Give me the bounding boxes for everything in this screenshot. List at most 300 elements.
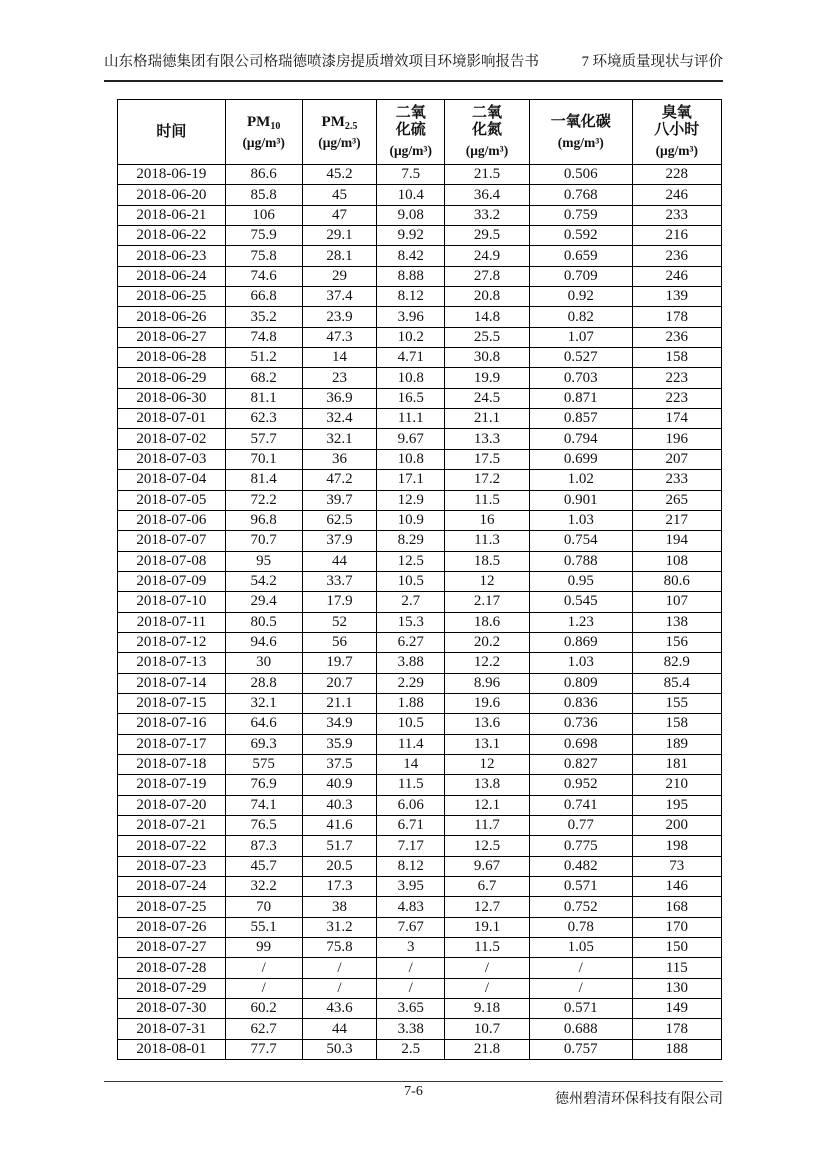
cell-co: 0.869 (529, 632, 632, 652)
cell-date: 2018-06-25 (118, 287, 226, 307)
cell-date: 2018-06-21 (118, 205, 226, 225)
cell-pm25: 36.9 (302, 388, 377, 408)
cell-co: 0.545 (529, 592, 632, 612)
cell-no2: 13.3 (445, 429, 530, 449)
air-quality-table (117, 99, 722, 1060)
cell-pm10: / (225, 958, 302, 978)
cell-so2: 3.96 (377, 307, 445, 327)
table-row (118, 205, 722, 225)
col-header-pm25 (302, 100, 377, 165)
cell-pm25: 23.9 (302, 307, 377, 327)
cell-o3: 198 (632, 836, 721, 856)
cell-o3: 158 (632, 348, 721, 368)
cell-pm10: 72.2 (225, 490, 302, 510)
cell-no2: 13.6 (445, 714, 530, 734)
cell-co: 0.82 (529, 307, 632, 327)
cell-no2: 30.8 (445, 348, 530, 368)
cell-no2: 27.8 (445, 266, 530, 286)
cell-date: 2018-07-16 (118, 714, 226, 734)
cell-pm25: 29 (302, 266, 377, 286)
cell-so2: / (377, 978, 445, 998)
table-row (118, 246, 722, 266)
table-header-row (118, 100, 722, 165)
cell-o3: 150 (632, 938, 721, 958)
cell-date: 2018-07-12 (118, 632, 226, 652)
cell-no2: 17.5 (445, 449, 530, 469)
cell-no2: 9.18 (445, 999, 530, 1019)
cell-date: 2018-07-17 (118, 734, 226, 754)
cell-pm10: 35.2 (225, 307, 302, 327)
cell-so2: 9.08 (377, 205, 445, 225)
cell-pm10: 86.6 (225, 165, 302, 185)
cell-co: / (529, 958, 632, 978)
cell-no2: 12 (445, 571, 530, 591)
cell-o3: 200 (632, 816, 721, 836)
cell-no2: 24.9 (445, 246, 530, 266)
col-title-so2: 二氧 化硫 (395, 105, 426, 139)
cell-pm25: 40.3 (302, 795, 377, 815)
cell-date: 2018-07-11 (118, 612, 226, 632)
cell-no2: 11.5 (445, 490, 530, 510)
cell-o3: 246 (632, 266, 721, 286)
table-row (118, 307, 722, 327)
table-row (118, 653, 722, 673)
cell-pm10: 45.7 (225, 856, 302, 876)
cell-so2: 8.12 (377, 287, 445, 307)
cell-pm25: 19.7 (302, 653, 377, 673)
cell-pm25: 62.5 (302, 510, 377, 530)
cell-pm10: 51.2 (225, 348, 302, 368)
table-row (118, 165, 722, 185)
cell-no2: 21.5 (445, 165, 530, 185)
table-row (118, 368, 722, 388)
cell-date: 2018-07-20 (118, 795, 226, 815)
cell-so2: 3.38 (377, 1019, 445, 1039)
cell-so2: 4.71 (377, 348, 445, 368)
cell-pm25: 29.1 (302, 226, 377, 246)
cell-no2: 11.7 (445, 816, 530, 836)
cell-co: 1.03 (529, 510, 632, 530)
cell-date: 2018-06-29 (118, 368, 226, 388)
cell-pm25: 23 (302, 368, 377, 388)
cell-so2: 2.29 (377, 673, 445, 693)
cell-pm25: 37.5 (302, 754, 377, 774)
table-body (118, 165, 722, 1060)
cell-co: 0.77 (529, 816, 632, 836)
cell-o3: 138 (632, 612, 721, 632)
cell-pm10: 74.8 (225, 327, 302, 347)
cell-date: 2018-07-22 (118, 836, 226, 856)
cell-no2: 2.17 (445, 592, 530, 612)
cell-so2: 8.42 (377, 246, 445, 266)
cell-pm25: 51.7 (302, 836, 377, 856)
cell-so2: 10.5 (377, 714, 445, 734)
cell-co: 0.809 (529, 673, 632, 693)
cell-no2: / (445, 978, 530, 998)
cell-co: 0.788 (529, 551, 632, 571)
cell-pm10: 32.1 (225, 693, 302, 713)
cell-co: 0.571 (529, 999, 632, 1019)
cell-no2: 19.9 (445, 368, 530, 388)
cell-date: 2018-07-30 (118, 999, 226, 1019)
table-row (118, 531, 722, 551)
cell-pm10: 106 (225, 205, 302, 225)
table-row (118, 612, 722, 632)
col-header-time (118, 100, 226, 165)
cell-o3: 149 (632, 999, 721, 1019)
cell-date: 2018-07-27 (118, 938, 226, 958)
cell-date: 2018-07-06 (118, 510, 226, 530)
cell-date: 2018-07-25 (118, 897, 226, 917)
table-row (118, 327, 722, 347)
cell-pm10: 85.8 (225, 185, 302, 205)
cell-pm25: 41.6 (302, 816, 377, 836)
cell-no2: 17.2 (445, 470, 530, 490)
cell-date: 2018-07-23 (118, 856, 226, 876)
cell-date: 2018-07-07 (118, 531, 226, 551)
cell-pm25: / (302, 978, 377, 998)
cell-no2: 6.7 (445, 877, 530, 897)
cell-no2: 14.8 (445, 307, 530, 327)
col-header-co (529, 100, 632, 165)
col-title-o3: 臭氧 八小时 (654, 105, 700, 139)
cell-pm10: 95 (225, 551, 302, 571)
cell-pm10: 29.4 (225, 592, 302, 612)
cell-co: 0.482 (529, 856, 632, 876)
cell-pm10: 62.7 (225, 1019, 302, 1039)
table-row (118, 856, 722, 876)
table-row (118, 632, 722, 652)
cell-so2: 10.8 (377, 368, 445, 388)
cell-so2: 4.83 (377, 897, 445, 917)
table-row (118, 836, 722, 856)
cell-pm25: 32.1 (302, 429, 377, 449)
cell-co: 0.741 (529, 795, 632, 815)
cell-pm25: 52 (302, 612, 377, 632)
cell-o3: 181 (632, 754, 721, 774)
cell-pm10: 74.6 (225, 266, 302, 286)
cell-date: 2018-07-13 (118, 653, 226, 673)
cell-pm25: 33.7 (302, 571, 377, 591)
cell-no2: 13.1 (445, 734, 530, 754)
cell-co: 0.703 (529, 368, 632, 388)
table-row (118, 510, 722, 530)
cell-pm10: 68.2 (225, 368, 302, 388)
cell-pm25: 47.3 (302, 327, 377, 347)
cell-so2: 3 (377, 938, 445, 958)
cell-co: 0.827 (529, 754, 632, 774)
cell-o3: 73 (632, 856, 721, 876)
cell-co: 0.698 (529, 734, 632, 754)
cell-co: 0.699 (529, 449, 632, 469)
cell-pm10: 74.1 (225, 795, 302, 815)
table-row (118, 551, 722, 571)
cell-pm25: 17.3 (302, 877, 377, 897)
cell-so2: 2.5 (377, 1039, 445, 1059)
cell-so2: 3.65 (377, 999, 445, 1019)
cell-date: 2018-07-04 (118, 470, 226, 490)
cell-co: 1.03 (529, 653, 632, 673)
cell-pm25: 39.7 (302, 490, 377, 510)
cell-date: 2018-07-03 (118, 449, 226, 469)
cell-pm10: 57.7 (225, 429, 302, 449)
cell-date: 2018-07-19 (118, 775, 226, 795)
cell-pm10: 75.9 (225, 226, 302, 246)
cell-o3: 158 (632, 714, 721, 734)
cell-pm25: 14 (302, 348, 377, 368)
cell-o3: 195 (632, 795, 721, 815)
cell-o3: 174 (632, 409, 721, 429)
cell-so2: 15.3 (377, 612, 445, 632)
cell-date: 2018-07-29 (118, 978, 226, 998)
cell-date: 2018-06-22 (118, 226, 226, 246)
cell-pm10: 94.6 (225, 632, 302, 652)
cell-pm10: 70.7 (225, 531, 302, 551)
cell-pm25: 32.4 (302, 409, 377, 429)
cell-o3: 115 (632, 958, 721, 978)
cell-pm10: 575 (225, 754, 302, 774)
table-row (118, 348, 722, 368)
cell-no2: 12.2 (445, 653, 530, 673)
cell-co: 0.659 (529, 246, 632, 266)
cell-pm10: 81.1 (225, 388, 302, 408)
cell-pm25: 28.1 (302, 246, 377, 266)
cell-co: 1.05 (529, 938, 632, 958)
cell-o3: 156 (632, 632, 721, 652)
cell-no2: 29.5 (445, 226, 530, 246)
cell-o3: 146 (632, 877, 721, 897)
cell-co: 0.92 (529, 287, 632, 307)
cell-o3: 139 (632, 287, 721, 307)
cell-o3: 188 (632, 1039, 721, 1059)
cell-co: 0.794 (529, 429, 632, 449)
cell-date: 2018-07-10 (118, 592, 226, 612)
cell-o3: 196 (632, 429, 721, 449)
cell-pm25: 38 (302, 897, 377, 917)
cell-o3: 236 (632, 327, 721, 347)
col-unit-co: (mg/m³) (557, 134, 604, 150)
cell-date: 2018-07-26 (118, 917, 226, 937)
cell-pm10: 69.3 (225, 734, 302, 754)
cell-no2: 18.6 (445, 612, 530, 632)
cell-pm10: 76.5 (225, 816, 302, 836)
table-row (118, 877, 722, 897)
cell-no2: 12.1 (445, 795, 530, 815)
cell-co: 0.688 (529, 1019, 632, 1039)
cell-date: 2018-07-28 (118, 958, 226, 978)
cell-date: 2018-06-24 (118, 266, 226, 286)
table-row (118, 978, 722, 998)
cell-pm10: 55.1 (225, 917, 302, 937)
cell-no2: 11.3 (445, 531, 530, 551)
cell-co: 0.527 (529, 348, 632, 368)
footer-company: 德州碧清环保科技有限公司 (555, 1092, 723, 1107)
cell-o3: 130 (632, 978, 721, 998)
cell-co: 0.757 (529, 1039, 632, 1059)
cell-no2: 20.2 (445, 632, 530, 652)
table-row (118, 571, 722, 591)
cell-o3: 233 (632, 470, 721, 490)
cell-so2: 7.17 (377, 836, 445, 856)
page-header (104, 50, 723, 82)
cell-co: 0.752 (529, 897, 632, 917)
table-row (118, 958, 722, 978)
cell-date: 2018-07-02 (118, 429, 226, 449)
cell-o3: 216 (632, 226, 721, 246)
cell-pm10: 96.8 (225, 510, 302, 530)
cell-so2: 9.92 (377, 226, 445, 246)
table-row (118, 917, 722, 937)
cell-so2: 10.8 (377, 449, 445, 469)
cell-pm25: / (302, 958, 377, 978)
cell-o3: 108 (632, 551, 721, 571)
table-row (118, 1019, 722, 1039)
cell-o3: 189 (632, 734, 721, 754)
cell-o3: 168 (632, 897, 721, 917)
cell-o3: 223 (632, 368, 721, 388)
cell-date: 2018-07-18 (118, 754, 226, 774)
cell-o3: 207 (632, 449, 721, 469)
cell-pm10: 32.2 (225, 877, 302, 897)
cell-date: 2018-07-01 (118, 409, 226, 429)
col-unit-o3: (μg/m³) (655, 143, 699, 159)
cell-o3: 236 (632, 246, 721, 266)
col-header-o3 (632, 100, 721, 165)
cell-o3: 82.9 (632, 653, 721, 673)
cell-pm25: 45.2 (302, 165, 377, 185)
cell-o3: 223 (632, 388, 721, 408)
cell-so2: 16.5 (377, 388, 445, 408)
col-header-no2 (445, 100, 530, 165)
cell-o3: 265 (632, 490, 721, 510)
cell-date: 2018-06-26 (118, 307, 226, 327)
table-row (118, 897, 722, 917)
cell-date: 2018-06-28 (118, 348, 226, 368)
table-row (118, 693, 722, 713)
cell-so2: 11.5 (377, 775, 445, 795)
cell-so2: 11.1 (377, 409, 445, 429)
cell-pm25: 45 (302, 185, 377, 205)
col-header-so2 (377, 100, 445, 165)
cell-date: 2018-07-21 (118, 816, 226, 836)
cell-pm25: 17.9 (302, 592, 377, 612)
cell-date: 2018-06-23 (118, 246, 226, 266)
cell-o3: 85.4 (632, 673, 721, 693)
cell-co: 0.775 (529, 836, 632, 856)
cell-pm10: 76.9 (225, 775, 302, 795)
cell-pm10: 80.5 (225, 612, 302, 632)
table-row (118, 490, 722, 510)
cell-pm25: 31.2 (302, 917, 377, 937)
cell-co: 1.02 (529, 470, 632, 490)
table-row (118, 775, 722, 795)
cell-no2: 13.8 (445, 775, 530, 795)
cell-o3: 194 (632, 531, 721, 551)
col-title-no2: 二氧 化氮 (471, 105, 502, 139)
cell-so2: 17.1 (377, 470, 445, 490)
cell-no2: 16 (445, 510, 530, 530)
table-row (118, 266, 722, 286)
cell-pm10: 75.8 (225, 246, 302, 266)
cell-pm25: 50.3 (302, 1039, 377, 1059)
cell-no2: 20.8 (445, 287, 530, 307)
table-row (118, 409, 722, 429)
cell-o3: 107 (632, 592, 721, 612)
cell-co: 0.592 (529, 226, 632, 246)
cell-pm10: 64.6 (225, 714, 302, 734)
cell-date: 2018-07-08 (118, 551, 226, 571)
table-row (118, 429, 722, 449)
cell-pm25: 35.9 (302, 734, 377, 754)
col-unit-no2: (μg/m³) (465, 143, 509, 159)
cell-no2: 11.5 (445, 938, 530, 958)
cell-o3: 246 (632, 185, 721, 205)
cell-pm25: 47.2 (302, 470, 377, 490)
cell-no2: 19.1 (445, 917, 530, 937)
cell-no2: 19.6 (445, 693, 530, 713)
cell-pm25: 75.8 (302, 938, 377, 958)
cell-pm25: 43.6 (302, 999, 377, 1019)
table-row (118, 388, 722, 408)
table-row (118, 938, 722, 958)
cell-co: 0.759 (529, 205, 632, 225)
cell-pm10: 28.8 (225, 673, 302, 693)
header-report-title: 山东格瑞德集团有限公司格瑞德喷漆房提质增效项目环境影响报告书 (104, 54, 539, 70)
cell-no2: 36.4 (445, 185, 530, 205)
cell-pm10: 81.4 (225, 470, 302, 490)
cell-so2: 11.4 (377, 734, 445, 754)
col-title-time: 时间 (156, 123, 187, 140)
cell-o3: 178 (632, 307, 721, 327)
cell-co: 1.07 (529, 327, 632, 347)
cell-date: 2018-08-01 (118, 1039, 226, 1059)
table-row (118, 714, 722, 734)
page-footer (104, 1081, 723, 1107)
cell-pm10: 70 (225, 897, 302, 917)
table-row (118, 795, 722, 815)
table-row (118, 287, 722, 307)
table-row (118, 470, 722, 490)
cell-co: 0.857 (529, 409, 632, 429)
cell-pm25: 20.5 (302, 856, 377, 876)
cell-co: 0.754 (529, 531, 632, 551)
cell-o3: 80.6 (632, 571, 721, 591)
cell-co: 0.506 (529, 165, 632, 185)
cell-pm10: 77.7 (225, 1039, 302, 1059)
cell-no2: 24.5 (445, 388, 530, 408)
col-header-pm10 (225, 100, 302, 165)
cell-so2: 10.9 (377, 510, 445, 530)
cell-co: / (529, 978, 632, 998)
cell-date: 2018-07-05 (118, 490, 226, 510)
col-title-co: 一氧化碳 (550, 113, 611, 130)
cell-pm10: / (225, 978, 302, 998)
cell-pm25: 37.4 (302, 287, 377, 307)
table-row (118, 754, 722, 774)
cell-pm10: 54.2 (225, 571, 302, 591)
col-title-pm10: $PM_{10}$ (247, 113, 281, 132)
cell-so2: 7.67 (377, 917, 445, 937)
cell-no2: 21.1 (445, 409, 530, 429)
cell-no2: 25.5 (445, 327, 530, 347)
table-row (118, 673, 722, 693)
cell-so2: 8.88 (377, 266, 445, 286)
cell-so2: 6.71 (377, 816, 445, 836)
cell-so2: 10.4 (377, 185, 445, 205)
cell-no2: 21.8 (445, 1039, 530, 1059)
cell-so2: 2.7 (377, 592, 445, 612)
table-row (118, 185, 722, 205)
